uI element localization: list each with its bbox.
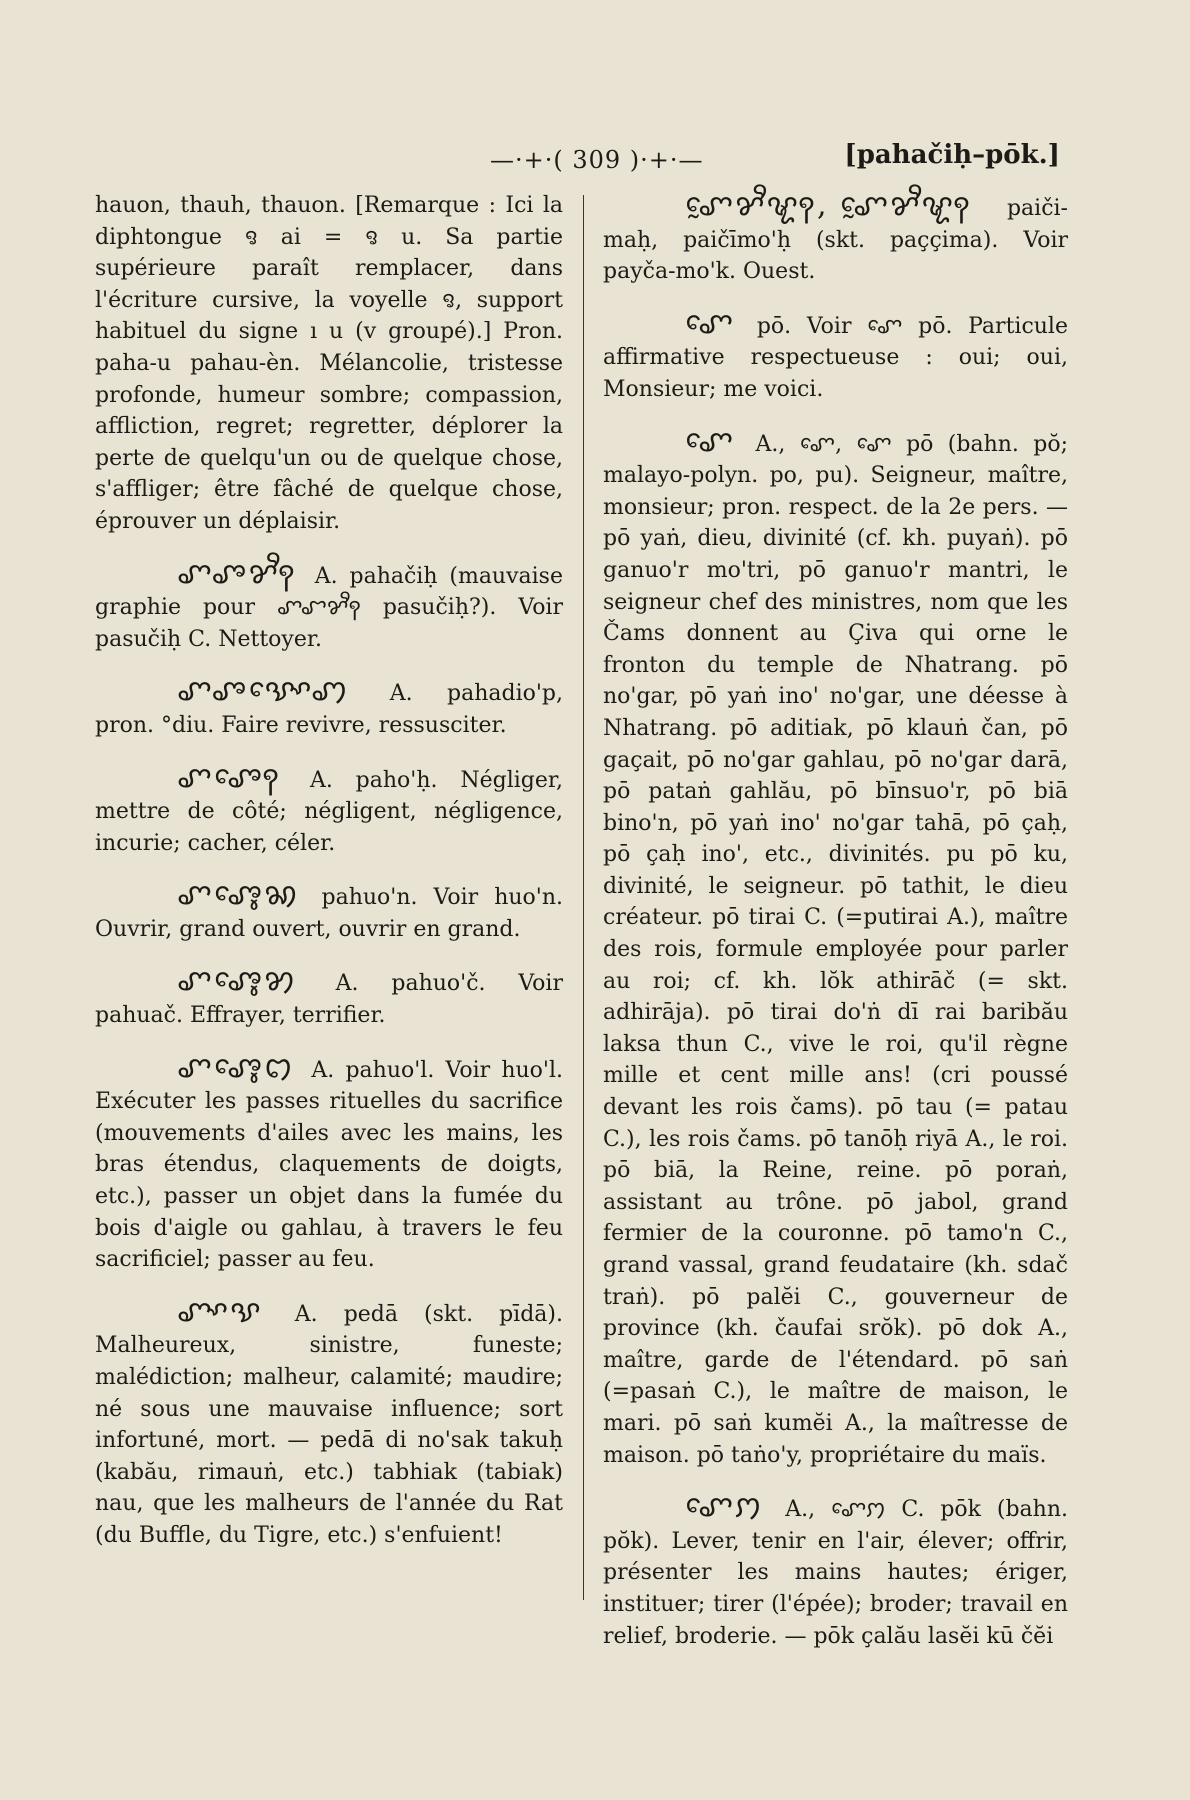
- entry-peda: ꨚꨳꨕ A. pedā (skt. pīdā). Malheureux, sinistre, funeste; malédiction; malheur, calamité; maudire; né sous une mauvaise influence; sort infortuné, mort. — pedā di no'sak takuḥ (kabău, rimauṅ, etc.) tabhiak (tabiak) nau, que les malheurs de l'année du Rat (du Buffle, du Tigre, etc.) s'enfuient!: [95, 1293, 563, 1548]
- entry-pahuon: ꨚꨨꨶꨯꩆ pahuo'n. Voir huo'n. Ouvrir, grand ouvert, ouvrir en grand.: [95, 877, 563, 942]
- cham-script-headword: ꨚꨯ: [685, 305, 736, 341]
- entry-pahacih: ꨚꨨꨌꨪꩍ A. pahačiḥ (mauvaise graphie pour ꨚꨧꨌꨪꩍ pasučiḥ?). Voir pasučiḥ C. Nettoyer.: [95, 555, 563, 652]
- entry-po-particle: ꨚꨯ pō. Voir ꨚꨯ pō. Particule affirmative respectueuse : oui; oui, Monsieur; me voici.: [603, 305, 1068, 402]
- entry-paicimah: ꨚꨰꨌꨪꨠꩍ, ꨚꨰꨌꨪꨠꩍ paiči-maḥ, paičīmo'ḥ (skt. paççima). Voir payča-mo'k. Ouest.: [603, 188, 1068, 285]
- entry-continuation: hauon, thauh, thauon. [Remarque : Ici la diphtongue ꨅ ai = ꨅ u. Sa partie supérieure paraît remplacer, dans l'écriture cursive, la voyelle ꨅ, support habituel du signe ı u (v groupé).] Pron. paha-u pahau-èn. Mélancolie, tristesse profonde, humeur sombre; compassion, affliction, regret; regretter, déplorer la perte de quelqu'un ou de quelque chose, s'affliger; être fâché de quelque chose, éprouver un déplaisir.: [95, 193, 563, 534]
- right-column: [603, 190, 1068, 1652]
- left-column: [95, 190, 563, 1552]
- cham-script-headword: ꨚꨨꨶꨯꩆ: [177, 877, 300, 913]
- cham-script-headword: ꨚꨨꨌꨪꩍ: [177, 555, 297, 591]
- cham-script-headword: ꨚꨨꨶꨯꩄ: [177, 963, 297, 999]
- page-number: —·+·( 309 )·+·—: [490, 146, 704, 174]
- entry-pahadiop: ꨚꨨꨕꨳꨯꩇ A. pahadio'p, pron. °diu. Faire revivre, ressusciter.: [95, 673, 563, 738]
- cham-script-headword: ꨚꨨꨯꩍ: [177, 759, 282, 795]
- entry-pahuol: ꨚꨨꨶꨯꩊ A. pahuo'l. Voir huo'l. Exécuter les passes rituelles du sacrifice (mouvements d'ailes avec les mains, les bras étendus, claquements de doigts, etc.), passer un objet dans la fumée du bois d'aigle ou gahlau, à travers le feu sacrificiel; passer au feu.: [95, 1049, 563, 1273]
- running-head: [pahačiḥ–pōk.]: [844, 140, 1060, 170]
- column-divider: [583, 195, 584, 1600]
- cham-script-headword: ꨚꨯ: [685, 423, 736, 459]
- entry-pahuoc: ꨚꨨꨶꨯꩄ A. pahuo'č. Voir pahuač. Effrayer, terrifier.: [95, 963, 563, 1029]
- cham-script-headword: ꨚꨯꩀ: [685, 1489, 764, 1525]
- cham-script-headword: ꨚꨰꨌꨪꨠꩍ, ꨚꨰꨌꨪꨠꩍ: [685, 188, 972, 223]
- page-header: [0, 140, 1190, 180]
- cham-script-headword: ꨚꨳꨕ: [177, 1293, 263, 1329]
- entry-pahoh: ꨚꨨꨯꩍ A. paho'ḥ. Négliger, mettre de côté; négligent, négligence, incurie; cacher, céler.: [95, 759, 563, 856]
- entry-po-seigneur: ꨚꨯ A., ꨚꨯ, ꨚꨯ pō (bahn. pŏ; malayo-polyn. po, pu). Seigneur, maître, monsieur; pron. respect. de la 2e pers. — pō yaṅ, dieu, divinité (cf. kh. puyaṅ). pō ganuo'r mo'tri, pō ganuo'r mantri, le seigneur chef des ministres, nom que les Čams donnent au Çiva qui orne le fronton du temple de Nhatrang. pō no'gar, pō yaṅ ino' no'gar, une déesse à Nhatrang. pō aditiak, pō klauṅ čan, pō gaçait, pō no'gar gahlau, pō no'gar darā, pō pataṅ gahlău, pō bīnsuo'r, pō biā bino'n, pō yaṅ ino' no'gar tahā, pō çaḥ, pō çaḥ ino', etc., divinités. pu pō ku, divinité, le seigneur. pō tathit, le dieu créateur. pō tirai C. (=putirai A.), maître des rois, formule employée pour parler au roi; cf. kh. lŏk athirāč (= skt. adhirāja). pō tirai do'ṅ dī rai baribău laksa thun C., vive le roi, qu'il règne mille et cent mille ans! (cri poussé devant les rois čams). pō tau (= patau C.), les rois čams. pō tanōḥ riyā A., le roi. pō biā, la Reine, reine. pō poraṅ, assistant au trône. pō jabol, grand fermier de la couronne. pō tamo'n C., grand vassal, grand feudataire (kh. sdač traṅ). pō palĕi C., gouverneur de province (kh. čaufai srŏk). pō dok A., maître, garde de l'étendard. pō saṅ (=pasaṅ C.), le maître de maison, le mari. pō saṅ kumĕi A., la maîtresse de maison. pō taṅo'y, propriétaire du maïs.: [603, 423, 1069, 1468]
- cham-script-headword: ꨚꨨꨶꨯꩊ: [177, 1049, 295, 1085]
- entry-pok: ꨚꨯꩀ A., ꨚꨯꩀ C. pōk (bahn. pŏk). Lever, tenir en l'air, élever; offrir, présenter les mains hautes; ériger, instituer; tirer (l'épée); broder; travail en relief, broderie. — pōk çalău lasĕi kū čĕi: [603, 1489, 1069, 1649]
- cham-script-headword: ꨚꨨꨕꨳꨯꩇ: [177, 673, 350, 709]
